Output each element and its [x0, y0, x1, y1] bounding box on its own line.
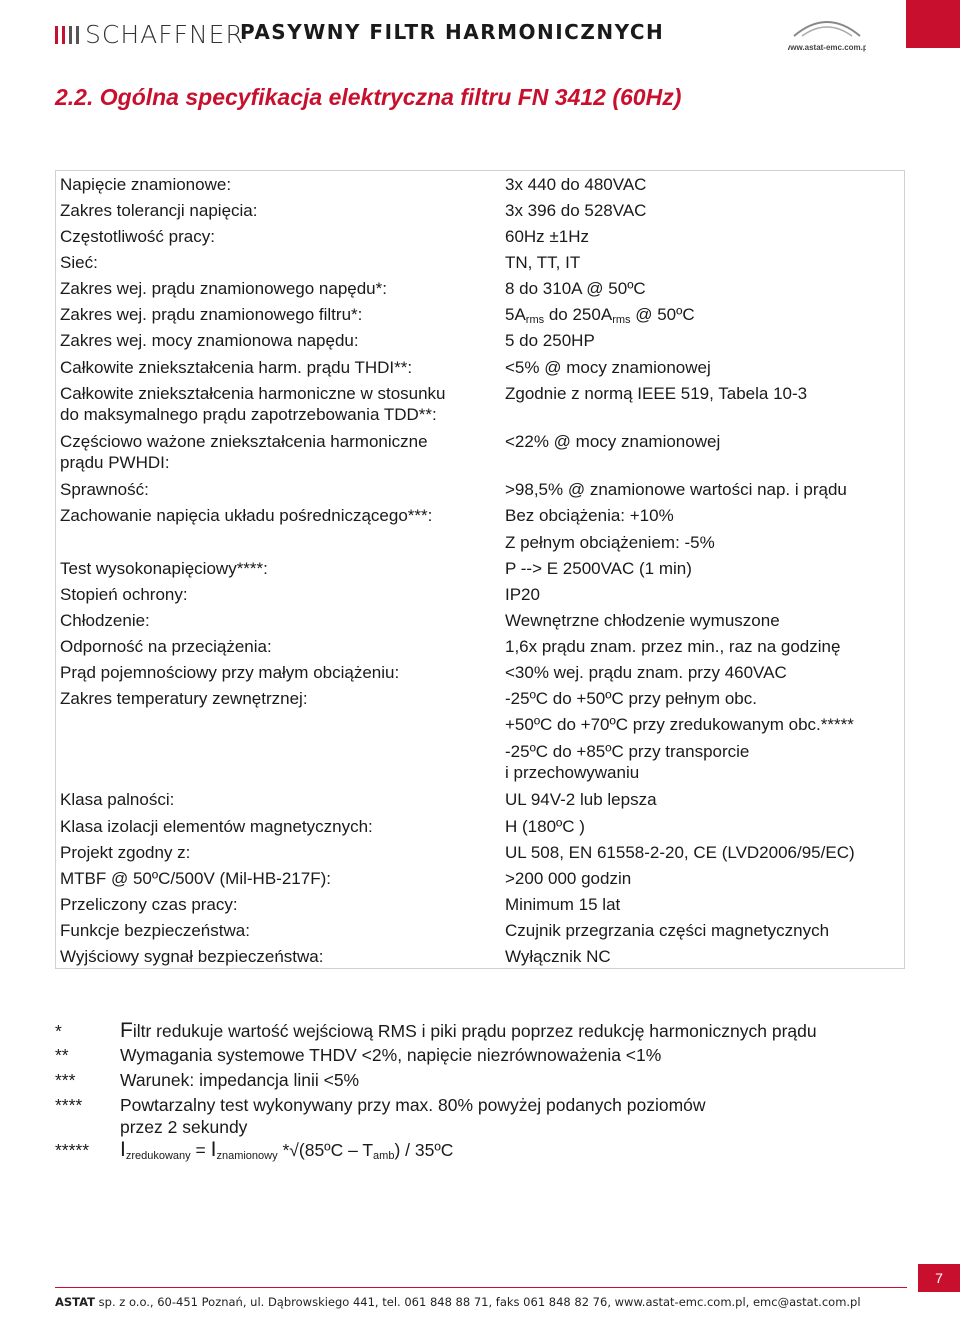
spec-label: Projekt zgodny z: [60, 843, 191, 862]
spec-label: Napięcie znamionowe: [60, 175, 232, 194]
spec-label: Zakres tolerancji napięcia: [60, 201, 258, 220]
footer-address: ASTAT sp. z o.o., 60-451 Poznań, ul. Dąbrowskiego 441, tel. 061 848 88 71, faks 061 848 82 76, www.astat-emc.com.pl, emc@astat.com.pl [55, 1295, 861, 1309]
spec-value: Bez obciążenia: +10% Z pełnym obciążeniem: -5% [505, 506, 715, 552]
logo-text: SCHAFFNER [85, 20, 244, 49]
spec-label: Sieć: [60, 253, 98, 272]
brand-url: www.astat-emc.com.pl [788, 43, 866, 52]
spec-value: Wyłącznik NC [505, 947, 611, 966]
spec-value: <22% @ mocy znamionowej [505, 432, 721, 451]
spec-value: 3x 396 do 528VAC [505, 201, 647, 220]
spec-label: Prąd pojemnościowy przy małym obciążeniu: [60, 663, 400, 682]
spec-value: -25ºC do +50ºC przy pełnym obc. +50ºC do +70ºC przy zredukowanym obc.***** -25ºC do +85ºC przy transporcie i przechowywaniu [505, 689, 854, 782]
section-title: 2.2. Ogólna specyfikacja elektryczna filtru FN 3412 (60Hz) [55, 84, 682, 110]
spec-label: Chłodzenie: [60, 611, 150, 630]
astat-emc-logo [788, 6, 866, 58]
spec-label: Klasa izolacji elementów magnetycznych: [60, 817, 373, 836]
spec-label: Zakres wej. prądu znamionowego napędu*: [60, 279, 387, 298]
spec-label: Zakres wej. prądu znamionowego filtru*: [60, 305, 363, 324]
spec-value: 8 do 310A @ 50ºC [505, 279, 646, 298]
spec-label: Częściowo ważone zniekształcenia harmoniczne prądu PWHDI: [60, 432, 428, 472]
spec-table [55, 170, 905, 969]
spec-value: >200 000 godzin [505, 869, 632, 888]
spec-label: Sprawność: [60, 480, 149, 499]
spec-value: Wewnętrzne chłodzenie wymuszone [505, 611, 780, 630]
spec-label: Wyjściowy sygnał bezpieczeństwa: [60, 947, 324, 966]
spec-label: Całkowite zniekształcenia harmoniczne w stosunku do maksymalnego prądu zapotrzebowania TDD**: [60, 384, 446, 424]
footnote-mark: ***** [55, 1140, 90, 1160]
footnote-mark: * [55, 1021, 62, 1041]
spec-value: UL 508, EN 61558-2-20, CE (LVD2006/95/EC) [505, 843, 855, 862]
spec-value: H (180ºC ) [505, 817, 585, 836]
document-title: PASYWNY FILTR HARMONICZNYCH [240, 20, 665, 44]
spec-value: $5A_{rms}$ do $250A_{rms}$ @ 50ºC [505, 305, 695, 326]
footnote-text: Warunek: impedancja linii <5% [120, 1070, 360, 1090]
corner-accent [906, 0, 960, 48]
page-number: 7 [918, 1264, 960, 1292]
spec-value: <5% @ mocy znamionowej [505, 358, 711, 377]
logo-bars-icon [55, 26, 79, 44]
spec-value: IP20 [505, 585, 540, 604]
spec-label: Zachowanie napięcia układu pośredniczącego***: [60, 506, 433, 525]
spec-value: UL 94V-2 lub lepsza [505, 790, 657, 809]
spec-label: Odporność na przeciążenia: [60, 637, 272, 656]
spec-value: Zgodnie z normą IEEE 519, Tabela 10-3 [505, 384, 808, 403]
footnote-mark: **** [55, 1095, 83, 1115]
spec-label: Zakres temperatury zewnętrznej: [60, 689, 308, 708]
page-header [0, 0, 960, 70]
footnote-formula: $I_{zredukowany} = I_{znamionowy}$ *√(85ºC – $T_{amb}$) / 35ºC [120, 1138, 454, 1162]
spec-label: Całkowite zniekształcenia harm. prądu THDI**: [60, 358, 413, 377]
spec-value: TN, TT, IT [505, 253, 581, 272]
spec-value: 5 do 250HP [505, 331, 595, 350]
spec-value: 1,6x prądu znam. przez min., raz na godzinę [505, 637, 841, 656]
spec-label: MTBF @ 50ºC/500V (Mil-HB-217F): [60, 869, 331, 888]
spec-label: Przeliczony czas pracy: [60, 895, 238, 914]
spec-label: Częstotliwość pracy: [60, 227, 215, 246]
spec-value: P --> E 2500VAC (1 min) [505, 559, 692, 578]
schaffner-logo [55, 20, 244, 49]
footnote-text: Filtr redukuje wartość wejściową RMS i piki prądu poprzez redukcję harmonicznych prądu [120, 1019, 817, 1042]
spec-value: 3x 440 do 480VAC [505, 175, 647, 194]
footnote-mark: ** [55, 1045, 69, 1065]
footer-divider [55, 1287, 907, 1288]
footnote-text: Wymagania systemowe THDV <2%, napięcie niezrównoważenia <1% [120, 1045, 662, 1065]
spec-label: Klasa palności: [60, 790, 175, 809]
spec-value: Czujnik przegrzania części magnetycznych [505, 921, 830, 940]
spec-value: 60Hz ±1Hz [505, 227, 589, 246]
spec-value: <30% wej. prądu znam. przy 460VAC [505, 663, 787, 682]
footnote-text: Powtarzalny test wykonywany przy max. 80% powyżej podanych poziomów przez 2 sekundy [120, 1095, 706, 1137]
spec-label: Zakres wej. mocy znamionowa napędu: [60, 331, 359, 350]
spec-value: Minimum 15 lat [505, 895, 621, 914]
spec-value: >98,5% @ znamionowe wartości nap. i prądu [505, 480, 847, 499]
spec-label: Stopień ochrony: [60, 585, 188, 604]
spec-label: Funkcje bezpieczeństwa: [60, 921, 250, 940]
spec-label: Test wysokonapięciowy****: [60, 559, 268, 578]
footnote-mark: *** [55, 1070, 76, 1090]
